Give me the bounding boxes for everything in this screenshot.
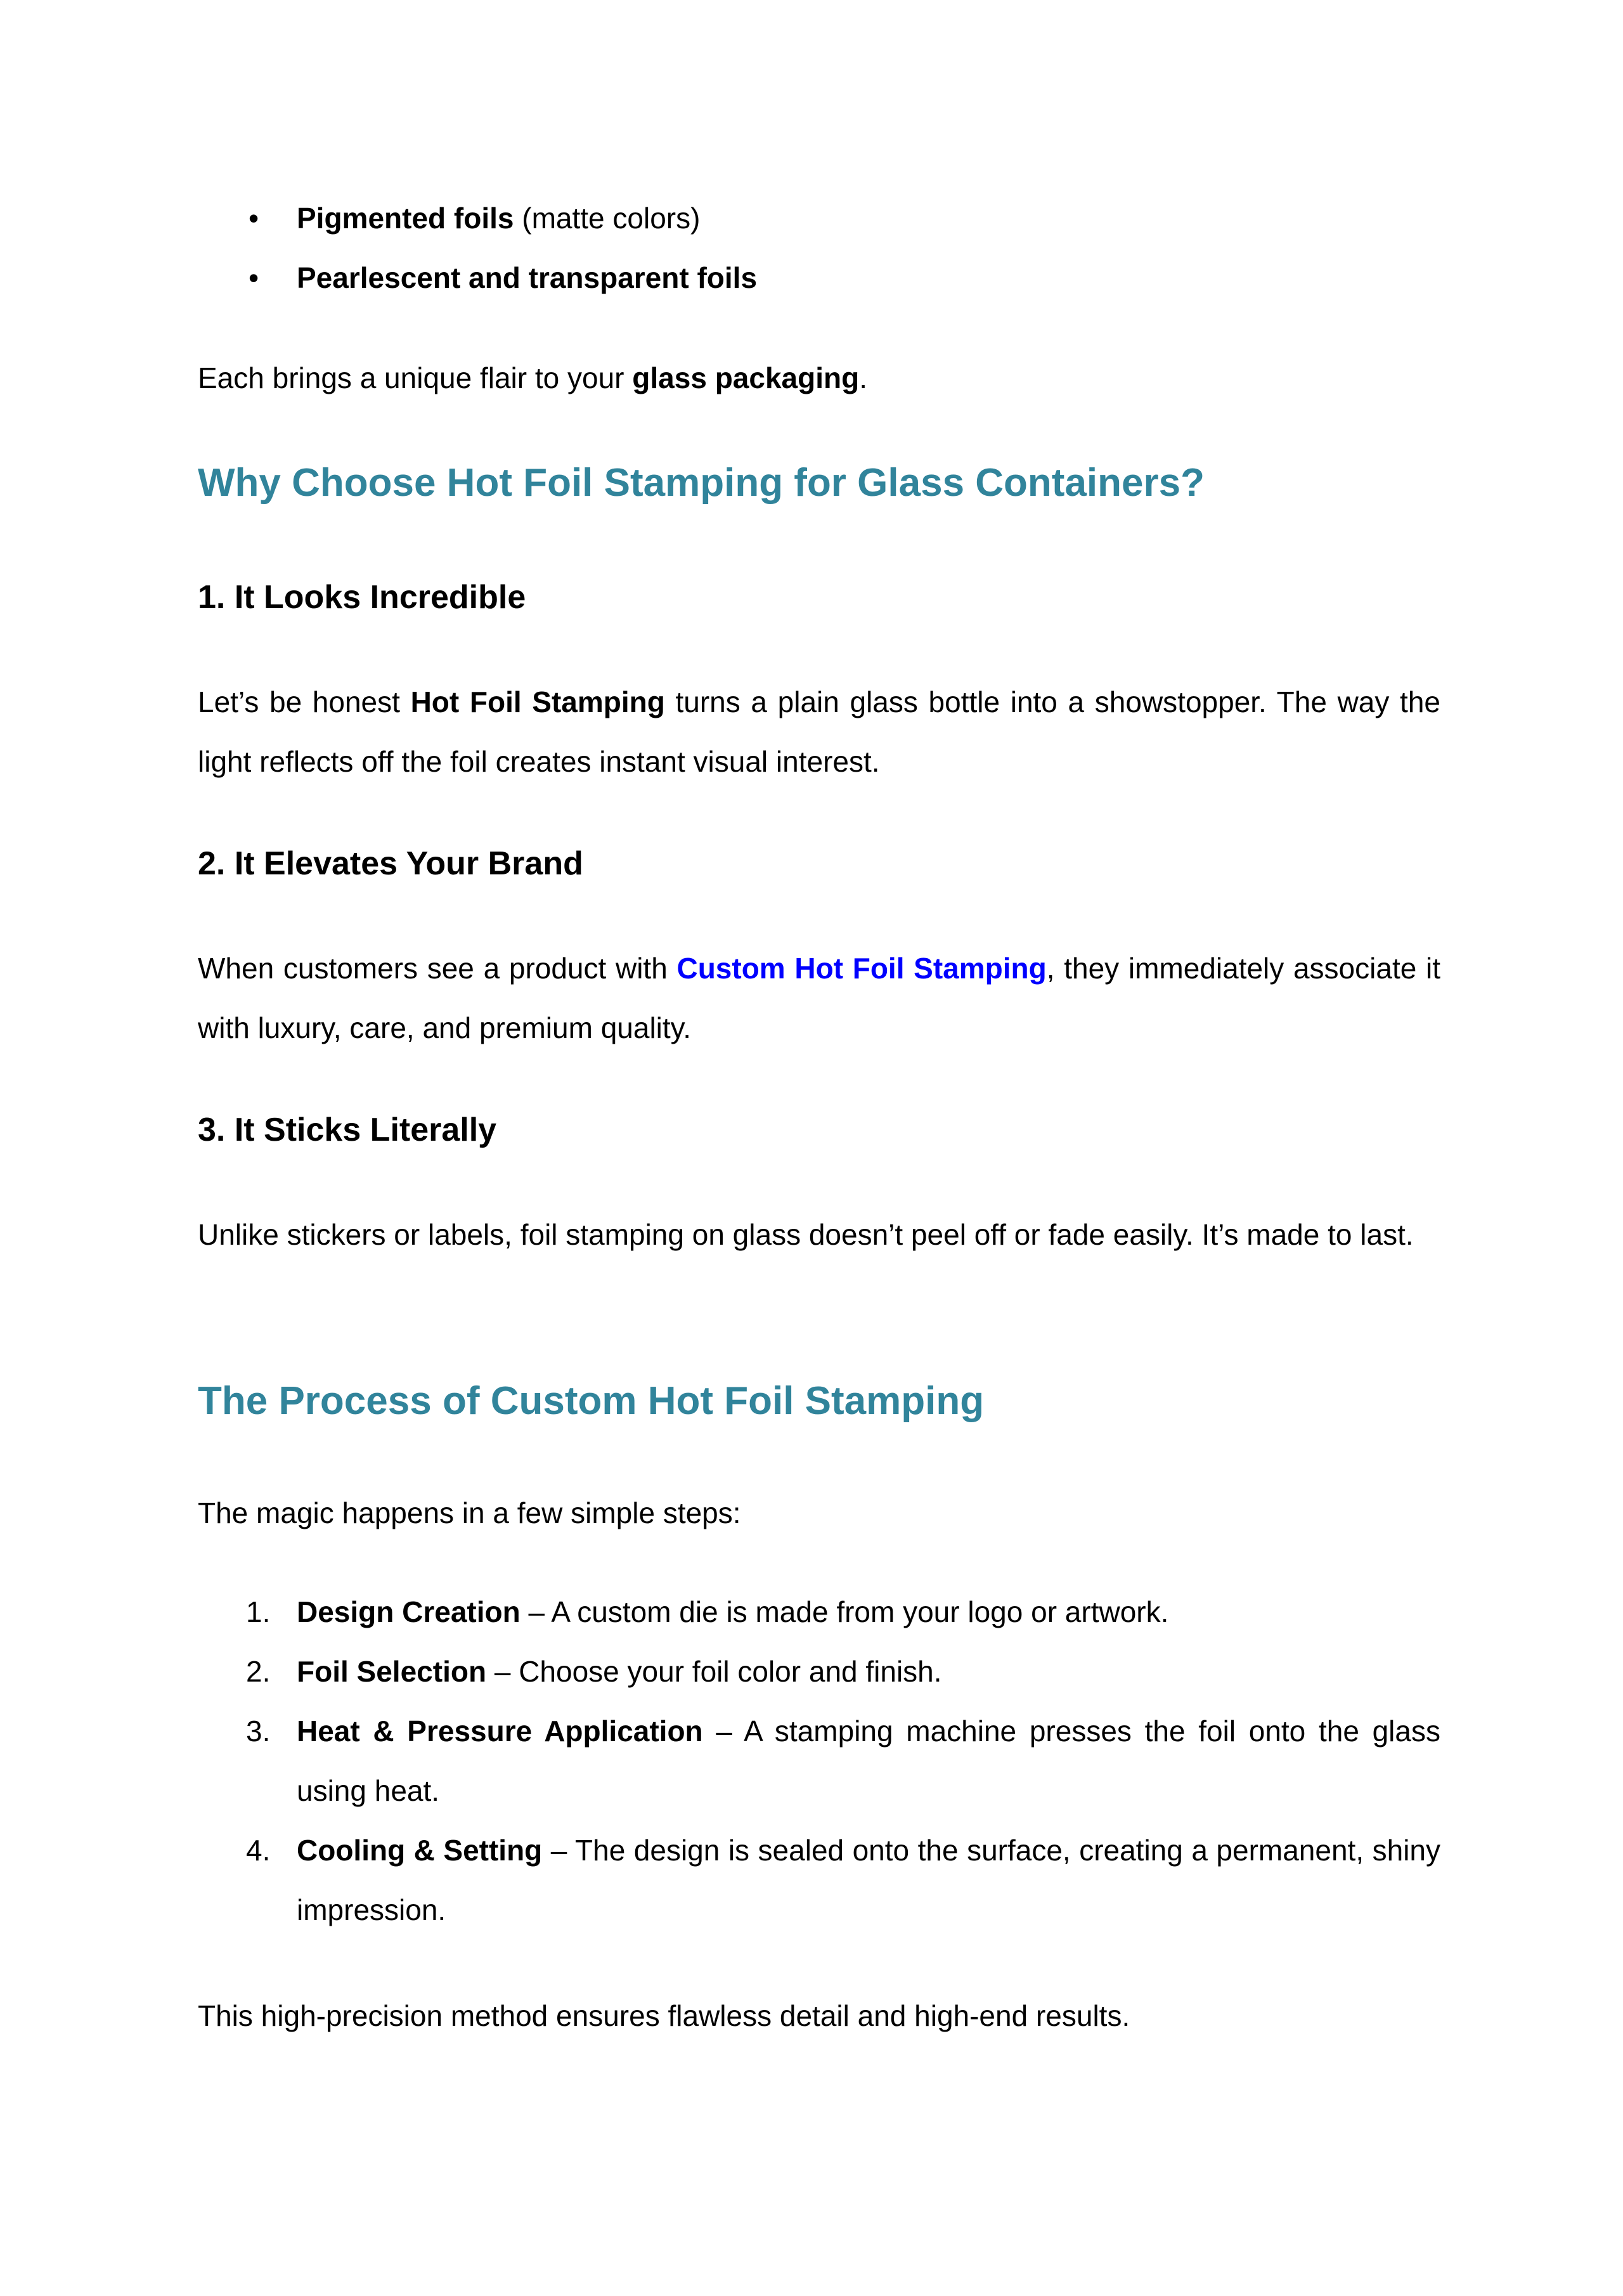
process-steps-list: [198, 1582, 1440, 1940]
list-item: [198, 188, 1440, 248]
foil-type-list: [198, 188, 1440, 308]
list-item: [198, 1701, 1440, 1820]
bullet-icon: •: [249, 202, 259, 235]
section-heading: Why Choose Hot Foil Stamping for Glass Containers?: [198, 461, 1205, 505]
step-number: 4.: [246, 1834, 271, 1867]
list-item-bold: Pigmented foils: [297, 202, 514, 235]
body-paragraph: The magic happens in a few simple steps:: [198, 1496, 741, 1529]
closing-paragraph: This high-precision method ensures flawless detail and high-end results.: [198, 1999, 1130, 2032]
custom-hot-foil-stamping-link[interactable]: Custom Hot Foil Stamping: [676, 952, 1047, 985]
step-number: 3.: [246, 1715, 271, 1748]
list-item-bold: Pearlescent and transparent foils: [297, 261, 758, 294]
list-item: [198, 1820, 1440, 1940]
step-title: Heat & Pressure Application: [297, 1715, 703, 1748]
list-item-text: (matte colors): [514, 202, 701, 235]
list-item: [198, 1582, 1440, 1642]
subheading: 2. It Elevates Your Brand: [198, 845, 583, 882]
step-number: 2.: [246, 1655, 271, 1688]
body-paragraph: When customers see a product with Custom Hot Foil Stamping, they immediately associate it with luxury, care, and premium quality.: [198, 952, 1440, 1044]
list-item: [198, 248, 1440, 308]
intro-paragraph: Each brings a unique flair to your glass packaging.: [198, 361, 867, 394]
body-paragraph: Let’s be honest Hot Foil Stamping turns a plain glass bottle into a showstopper. The way the light reflects off the foil creates instant visual interest.: [198, 685, 1440, 778]
step-text: – A stamping machine presses the foil onto the glass using heat.: [297, 1715, 1440, 1807]
step-title: Design Creation: [297, 1595, 521, 1628]
bullet-icon: •: [249, 261, 259, 294]
step-title: Foil Selection: [297, 1655, 487, 1688]
step-text: – A custom die is made from your logo or artwork.: [520, 1595, 1169, 1628]
list-item: [198, 1642, 1440, 1701]
step-number: 1.: [246, 1595, 271, 1628]
body-paragraph: Unlike stickers or labels, foil stamping on glass doesn’t peel off or fade easily. It’s made to last.: [198, 1218, 1414, 1251]
subheading: 3. It Sticks Literally: [198, 1112, 497, 1148]
step-text: – Choose your foil color and finish.: [486, 1655, 942, 1688]
step-title: Cooling & Setting: [297, 1834, 543, 1867]
section-heading: The Process of Custom Hot Foil Stamping: [198, 1379, 985, 1423]
step-text: – The design is sealed onto the surface, creating a permanent, shiny impression.: [297, 1834, 1441, 1926]
subheading: 1. It Looks Incredible: [198, 579, 526, 616]
